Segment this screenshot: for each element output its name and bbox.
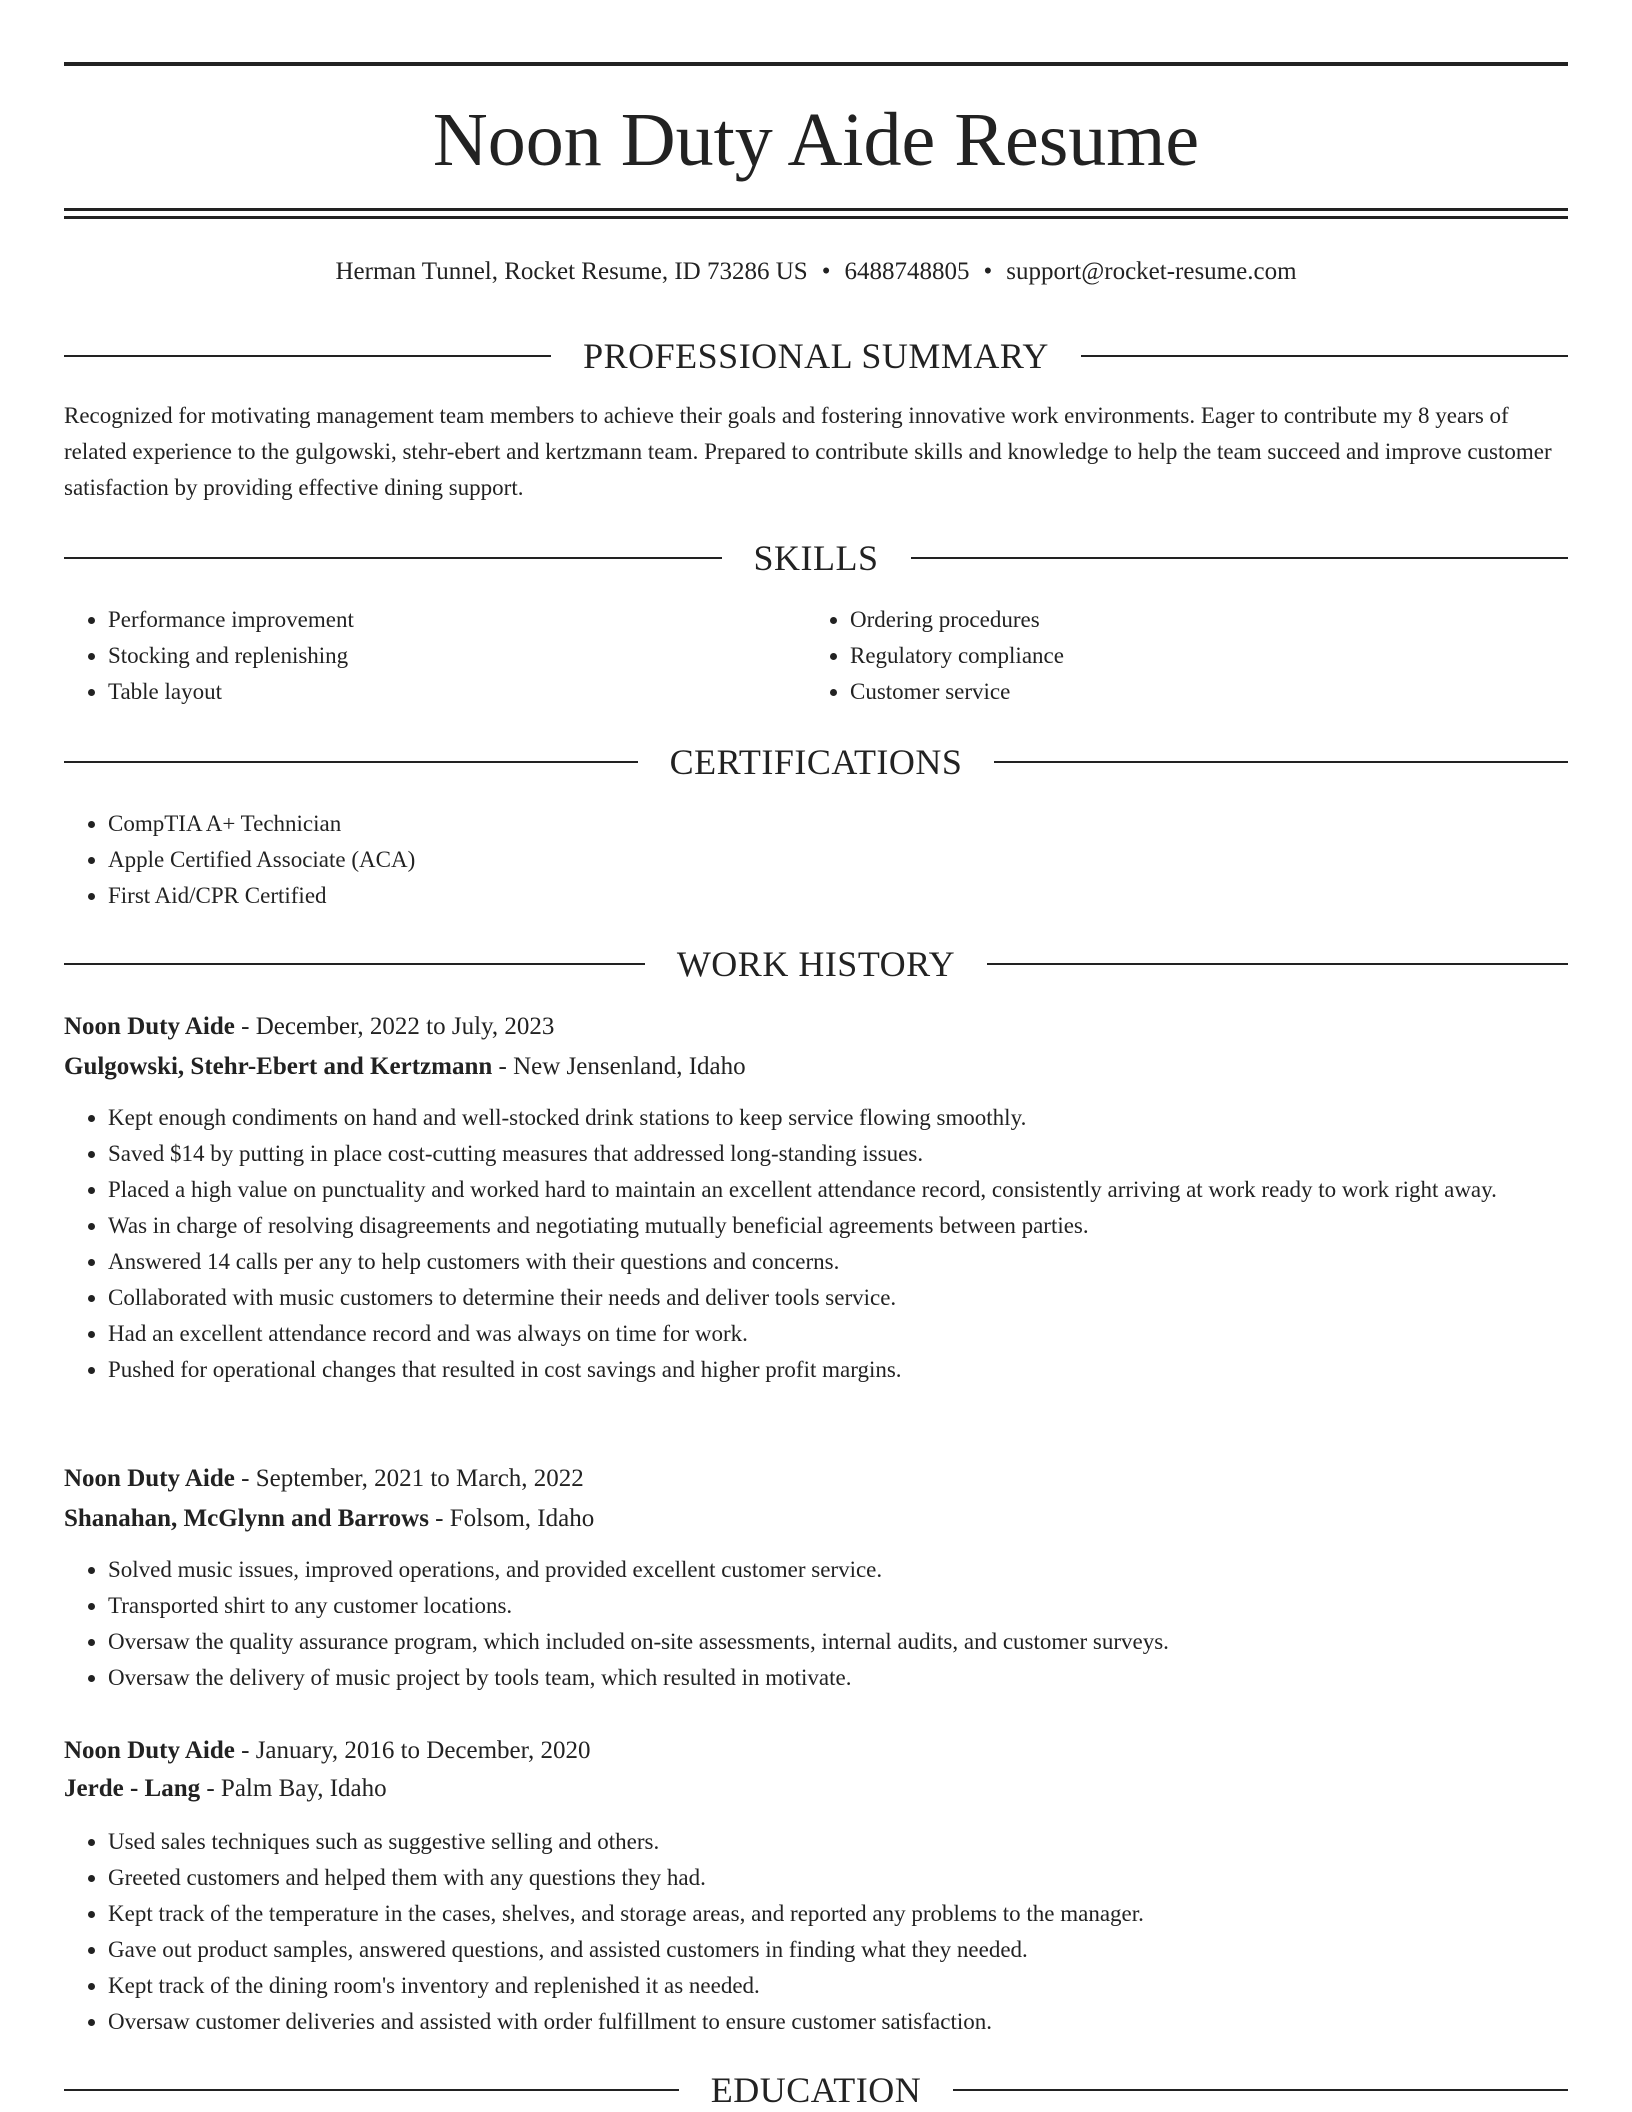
skill-item: • Stocking and replenishing bbox=[108, 638, 804, 674]
skills-column-left bbox=[64, 602, 804, 710]
skill-item: • Customer service bbox=[850, 674, 1546, 710]
duty-item: • Kept track of the dining room's inventory and replenished it as needed. bbox=[108, 1968, 1568, 2004]
job-title-line bbox=[64, 1008, 1568, 1046]
duty-item: • Oversaw the quality assurance program, which included on-site assessments, internal audits, and customer surveys. bbox=[108, 1624, 1568, 1660]
job-employer-line bbox=[64, 1500, 1568, 1538]
certification-item: • Apple Certified Associate (ACA) bbox=[108, 842, 1568, 878]
job-employer: Shanahan, McGlynn and Barrows bbox=[64, 1505, 429, 1532]
section-label: EDUCATION bbox=[710, 2070, 922, 2110]
heading-rule bbox=[953, 2089, 1568, 2091]
heading-rule bbox=[64, 963, 645, 965]
job-location: - Palm Bay, Idaho bbox=[200, 1775, 387, 1802]
duty-item: • Used sales techniques such as suggestive selling and others. bbox=[108, 1824, 1568, 1860]
duty-item: • Placed a high value on punctuality and worked hard to maintain an excellent attendance record, consistently arriving at work ready to work right away. bbox=[108, 1172, 1568, 1208]
duty-item: • Solved music issues, improved operations, and provided excellent customer service. bbox=[108, 1552, 1568, 1588]
job-title: Noon Duty Aide bbox=[64, 1737, 235, 1764]
duty-item: • Answered 14 calls per any to help customers with their questions and concerns. bbox=[108, 1244, 1568, 1280]
job-title-line bbox=[64, 1460, 1568, 1498]
job-title: Noon Duty Aide bbox=[64, 1465, 235, 1492]
section-label: PROFESSIONAL SUMMARY bbox=[583, 336, 1049, 376]
title-rule-upper bbox=[64, 208, 1568, 211]
heading-rule bbox=[64, 2089, 679, 2091]
duty-item: • Collaborated with music customers to determine their needs and deliver tools service. bbox=[108, 1280, 1568, 1316]
duty-item: • Kept enough condiments on hand and well-stocked drink stations to keep service flowing smoothly. bbox=[108, 1100, 1568, 1136]
job-duties-list bbox=[64, 1100, 1568, 1388]
duty-item: • Gave out product samples, answered questions, and assisted customers in finding what they needed. bbox=[108, 1932, 1568, 1968]
duty-item: • Oversaw customer deliveries and assisted with order fulfillment to ensure customer satisfaction. bbox=[108, 2004, 1568, 2040]
job-employer-line bbox=[64, 1048, 1568, 1086]
skill-item: • Table layout bbox=[108, 674, 804, 710]
job-location: - New Jensenland, Idaho bbox=[492, 1053, 746, 1080]
certification-item: • CompTIA A+ Technician bbox=[108, 806, 1568, 842]
contact-separator: • bbox=[983, 258, 993, 285]
contact-separator: • bbox=[821, 258, 831, 285]
section-label: CERTIFICATIONS bbox=[669, 742, 963, 782]
contact-phone: 6488748805 bbox=[844, 258, 970, 285]
heading-rule bbox=[1081, 355, 1568, 357]
contact-address: Herman Tunnel, Rocket Resume, ID 73286 US bbox=[335, 258, 808, 285]
summary-paragraph: Recognized for motivating management team members to achieve their goals and fostering innovative work environments. Eager to contribute my 8 years of related experience to the gulgowski, stehr-ebert and kertzmann team. Prepared to contribute skills and knowledge to help the team succeed and improve customer satisfaction by providing effective dining support. bbox=[64, 403, 1552, 500]
job-duties-list bbox=[64, 1824, 1568, 2040]
duty-item: • Had an excellent attendance record and was always on time for work. bbox=[108, 1316, 1568, 1352]
section-label: WORK HISTORY bbox=[676, 944, 956, 984]
resume-title: Noon Duty Aide Resume bbox=[432, 98, 1200, 182]
heading-rule bbox=[64, 557, 722, 559]
duty-item: • Transported shirt to any customer locations. bbox=[108, 1588, 1568, 1624]
contact-email: support@rocket-resume.com bbox=[1006, 258, 1297, 285]
heading-rule bbox=[987, 963, 1568, 965]
heading-rule bbox=[994, 761, 1568, 763]
duty-item: • Greeted customers and helped them with any questions they had. bbox=[108, 1860, 1568, 1896]
duty-item: • Was in charge of resolving disagreements and negotiating mutually beneficial agreements between parties. bbox=[108, 1208, 1568, 1244]
section-heading-work-history bbox=[64, 942, 1568, 986]
skill-item: • Regulatory compliance bbox=[850, 638, 1546, 674]
job-employer-line bbox=[64, 1770, 1568, 1808]
skill-item: • Performance improvement bbox=[108, 602, 804, 638]
top-rule bbox=[64, 62, 1568, 66]
title-rule-lower bbox=[64, 216, 1568, 219]
job-duties-list bbox=[64, 1552, 1568, 1696]
duty-item: • Pushed for operational changes that resulted in cost savings and higher profit margins. bbox=[108, 1352, 1568, 1388]
section-heading-skills bbox=[64, 536, 1568, 580]
skill-item: • Ordering procedures bbox=[850, 602, 1546, 638]
job-dates: - September, 2021 to March, 2022 bbox=[234, 1465, 584, 1492]
job-title-line bbox=[64, 1732, 1568, 1770]
heading-rule bbox=[911, 557, 1569, 559]
duty-item: • Kept track of the temperature in the cases, shelves, and storage areas, and reported any problems to the manager. bbox=[108, 1896, 1568, 1932]
section-label: SKILLS bbox=[753, 538, 879, 578]
job-location: - Folsom, Idaho bbox=[428, 1505, 595, 1532]
job-employer: Gulgowski, Stehr-Ebert and Kertzmann bbox=[64, 1053, 493, 1080]
section-heading-summary bbox=[64, 334, 1568, 378]
section-heading-certifications bbox=[64, 740, 1568, 784]
heading-rule bbox=[64, 355, 551, 357]
heading-rule bbox=[64, 761, 638, 763]
job-dates: - January, 2016 to December, 2020 bbox=[234, 1737, 591, 1764]
job-employer: Jerde - Lang bbox=[64, 1775, 201, 1802]
section-heading-education bbox=[64, 2068, 1568, 2112]
job-dates: - December, 2022 to July, 2023 bbox=[234, 1013, 555, 1040]
duty-item: • Saved $14 by putting in place cost-cutting measures that addressed long-standing issues. bbox=[108, 1136, 1568, 1172]
contact-line bbox=[64, 254, 1568, 290]
duty-item: • Oversaw the delivery of music project by tools team, which resulted in motivate. bbox=[108, 1660, 1568, 1696]
certification-item: • First Aid/CPR Certified bbox=[108, 878, 1568, 914]
certifications-list bbox=[64, 806, 1568, 914]
skills-column-right bbox=[806, 602, 1546, 710]
job-title: Noon Duty Aide bbox=[64, 1013, 235, 1040]
